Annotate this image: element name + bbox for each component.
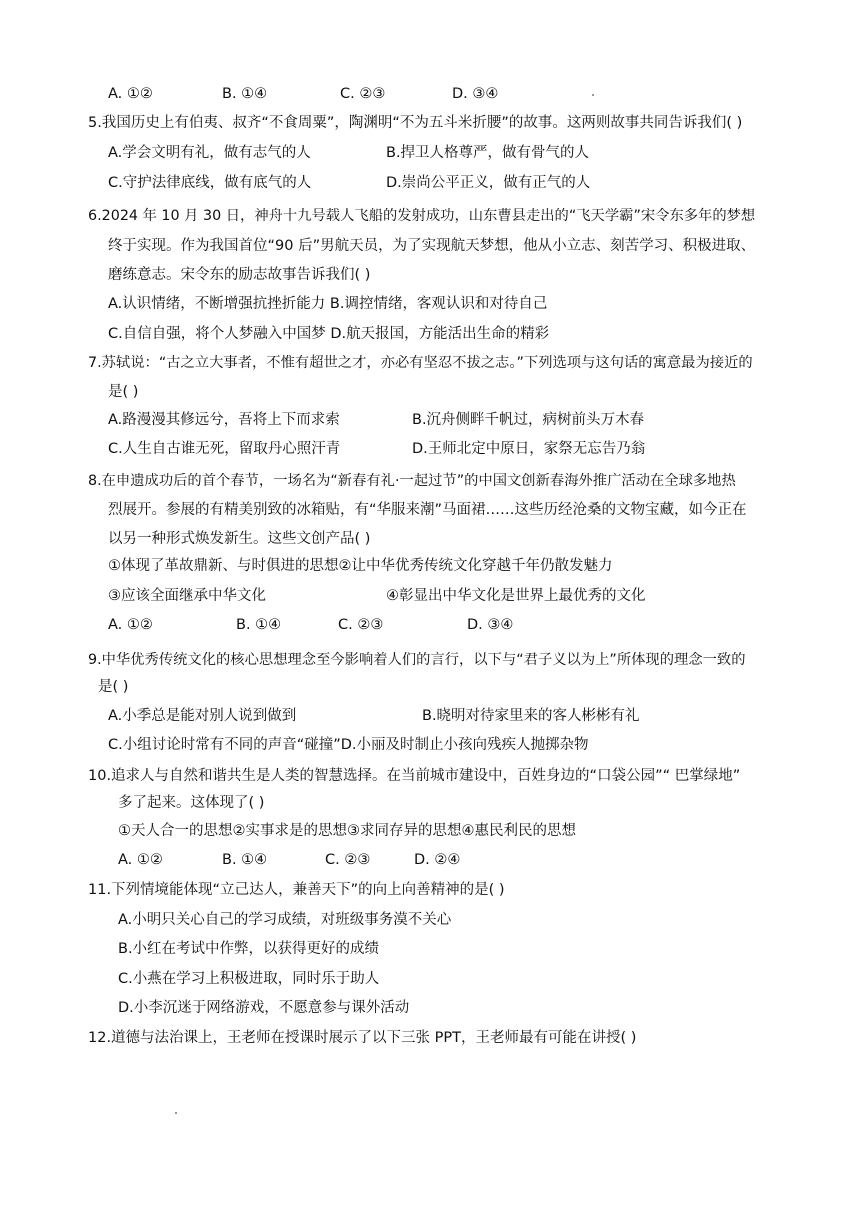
q5-option-d: D.崇尚公平正义，做有正气的人: [386, 175, 591, 191]
q8-stem-line1: 8.在申遗成功后的首个春节，一场名为“新春有礼·一起过节”的中国文创新春海外推广活动在全球多地热: [88, 473, 736, 489]
q8-option-b: B. ①④: [236, 617, 282, 633]
q11-stem: 11.下列情境能体现“立己达人，兼善天下”的向上向善精神的是( ): [88, 882, 505, 898]
q4-option-a: A. ①②: [108, 86, 153, 102]
q8-option-c: C. ②③: [338, 617, 384, 633]
q6-options-ab: A.认识情绪，不断增强抗挫折能力 B.调控情绪，客观认识和对待自己: [108, 296, 548, 312]
q7-option-c: C.人生自古谁无死，留取丹心照汗青: [108, 441, 341, 457]
q9-stem-line2: 是( ): [98, 679, 129, 695]
q5-stem: 5.我国历史上有伯夷、叔齐“不食周粟”，陶渊明“不为五斗米折腰”的故事。这两则故事共同告诉我们( ): [88, 115, 743, 131]
q9-options-cd: C.小组讨论时常有不同的声音“碰撞”D.小丽及时制止小孩向残疾人抛掷杂物: [108, 737, 589, 753]
q10-option-a: A. ①②: [118, 852, 163, 868]
q7-stem-line2: 是( ): [108, 384, 139, 400]
q9-stem-line1: 9.中华优秀传统文化的核心思想理念至今影响着人们的言行，以下与“君子义以为上”所体现的理念一致的: [88, 652, 746, 668]
q10-stem-line1: 10.追求人与自然和谐共生是人类的智慧选择。在当前城市建设中，百姓身边的“口袋公园”“ 巴掌绿地”: [88, 768, 741, 784]
q8-statement-4: ④彰显出中华文化是世界上最优秀的文化: [386, 588, 646, 604]
q5-option-c: C.守护法律底线，做有底气的人: [108, 175, 312, 191]
q7-stem-line1: 7.苏轼说：“古之立大事者，不惟有超世之才，亦必有坚忍不拔之志。”下列选项与这句话的寓意最为接近的: [88, 355, 753, 371]
q11-option-a: A.小明只关心自己的学习成绩，对班级事务漠不关心: [118, 912, 452, 928]
q11-option-b: B.小红在考试中作弊，以获得更好的成绩: [118, 941, 380, 957]
q6-stem-line2: 终于实现。作为我国首位“90 后”男航天员，为了实现航天梦想，他从小立志、刻苦学习、积极进取、: [108, 238, 756, 254]
q10-option-c: C. ②③: [325, 852, 371, 868]
q10-stem-line2: 多了起来。这体现了( ): [118, 795, 265, 811]
q8-statements-12: ①体现了革故鼎新、与时俱进的思想②让中华优秀传统文化穿越千年仍散发魅力: [108, 558, 613, 574]
q11-option-d: D.小李沉迷于网络游戏，不愿意参与课外活动: [118, 1000, 410, 1016]
q4-option-b: B. ①④: [222, 86, 268, 102]
q6-stem-line1: 6.2024 年 10 月 30 日，神舟十九号载人飞船的发射成功，山东曹县走出的“飞天学霸”宋令东多年的梦想: [88, 208, 756, 224]
q8-option-d: D. ③④: [467, 617, 514, 633]
q6-stem-line3: 磨练意志。宋令东的励志故事告诉我们( ): [108, 267, 371, 283]
q12-stem: 12.道德与法治课上，王老师在授课时展示了以下三张 PPT，王老师最有可能在讲授( ): [88, 1030, 637, 1046]
q8-stem-line3: 以另一种形式焕发新生。这些文创产品( ): [108, 531, 371, 547]
q8-statement-3: ③应该全面继承中华文化: [108, 588, 266, 604]
q10-statements: ①天人合一的思想②实事求是的思想③求同存异的思想④惠民利民的思想: [118, 823, 576, 839]
q4-option-d: D. ③④: [452, 86, 499, 102]
q5-option-a: A.学会文明有礼，做有志气的人: [108, 145, 311, 161]
q5-option-b: B.捍卫人格尊严，做有骨气的人: [386, 145, 590, 161]
q7-option-b: B.沉舟侧畔千帆过，病树前头万木春: [412, 412, 645, 428]
q11-option-c: C.小燕在学习上积极进取，同时乐于助人: [118, 971, 380, 987]
stray-dot: [175, 1112, 177, 1114]
q9-option-b: B.晓明对待家里来的客人彬彬有礼: [422, 708, 640, 724]
q7-option-d: D.王师北定中原日，家祭无忘告乃翁: [412, 441, 646, 457]
q10-option-d: D. ②④: [414, 852, 461, 868]
q4-option-c: C. ②③: [340, 86, 386, 102]
q6-options-cd: C.自信自强，将个人梦融入中国梦 D.航天报国，方能活出生命的精彩: [108, 326, 550, 342]
q8-option-a: A. ①②: [108, 617, 153, 633]
q7-option-a: A.路漫漫其修远兮，吾将上下而求索: [108, 412, 340, 428]
stray-dot: [592, 94, 594, 96]
q8-stem-line2: 烈展开。参展的有精美别致的冰箱贴，有“华服来潮”马面裙……这些历经沧桑的文物宝藏，如今正在: [108, 502, 747, 518]
q10-option-b: B. ①④: [222, 852, 268, 868]
q9-option-a: A.小季总是能对别人说到做到: [108, 708, 297, 724]
